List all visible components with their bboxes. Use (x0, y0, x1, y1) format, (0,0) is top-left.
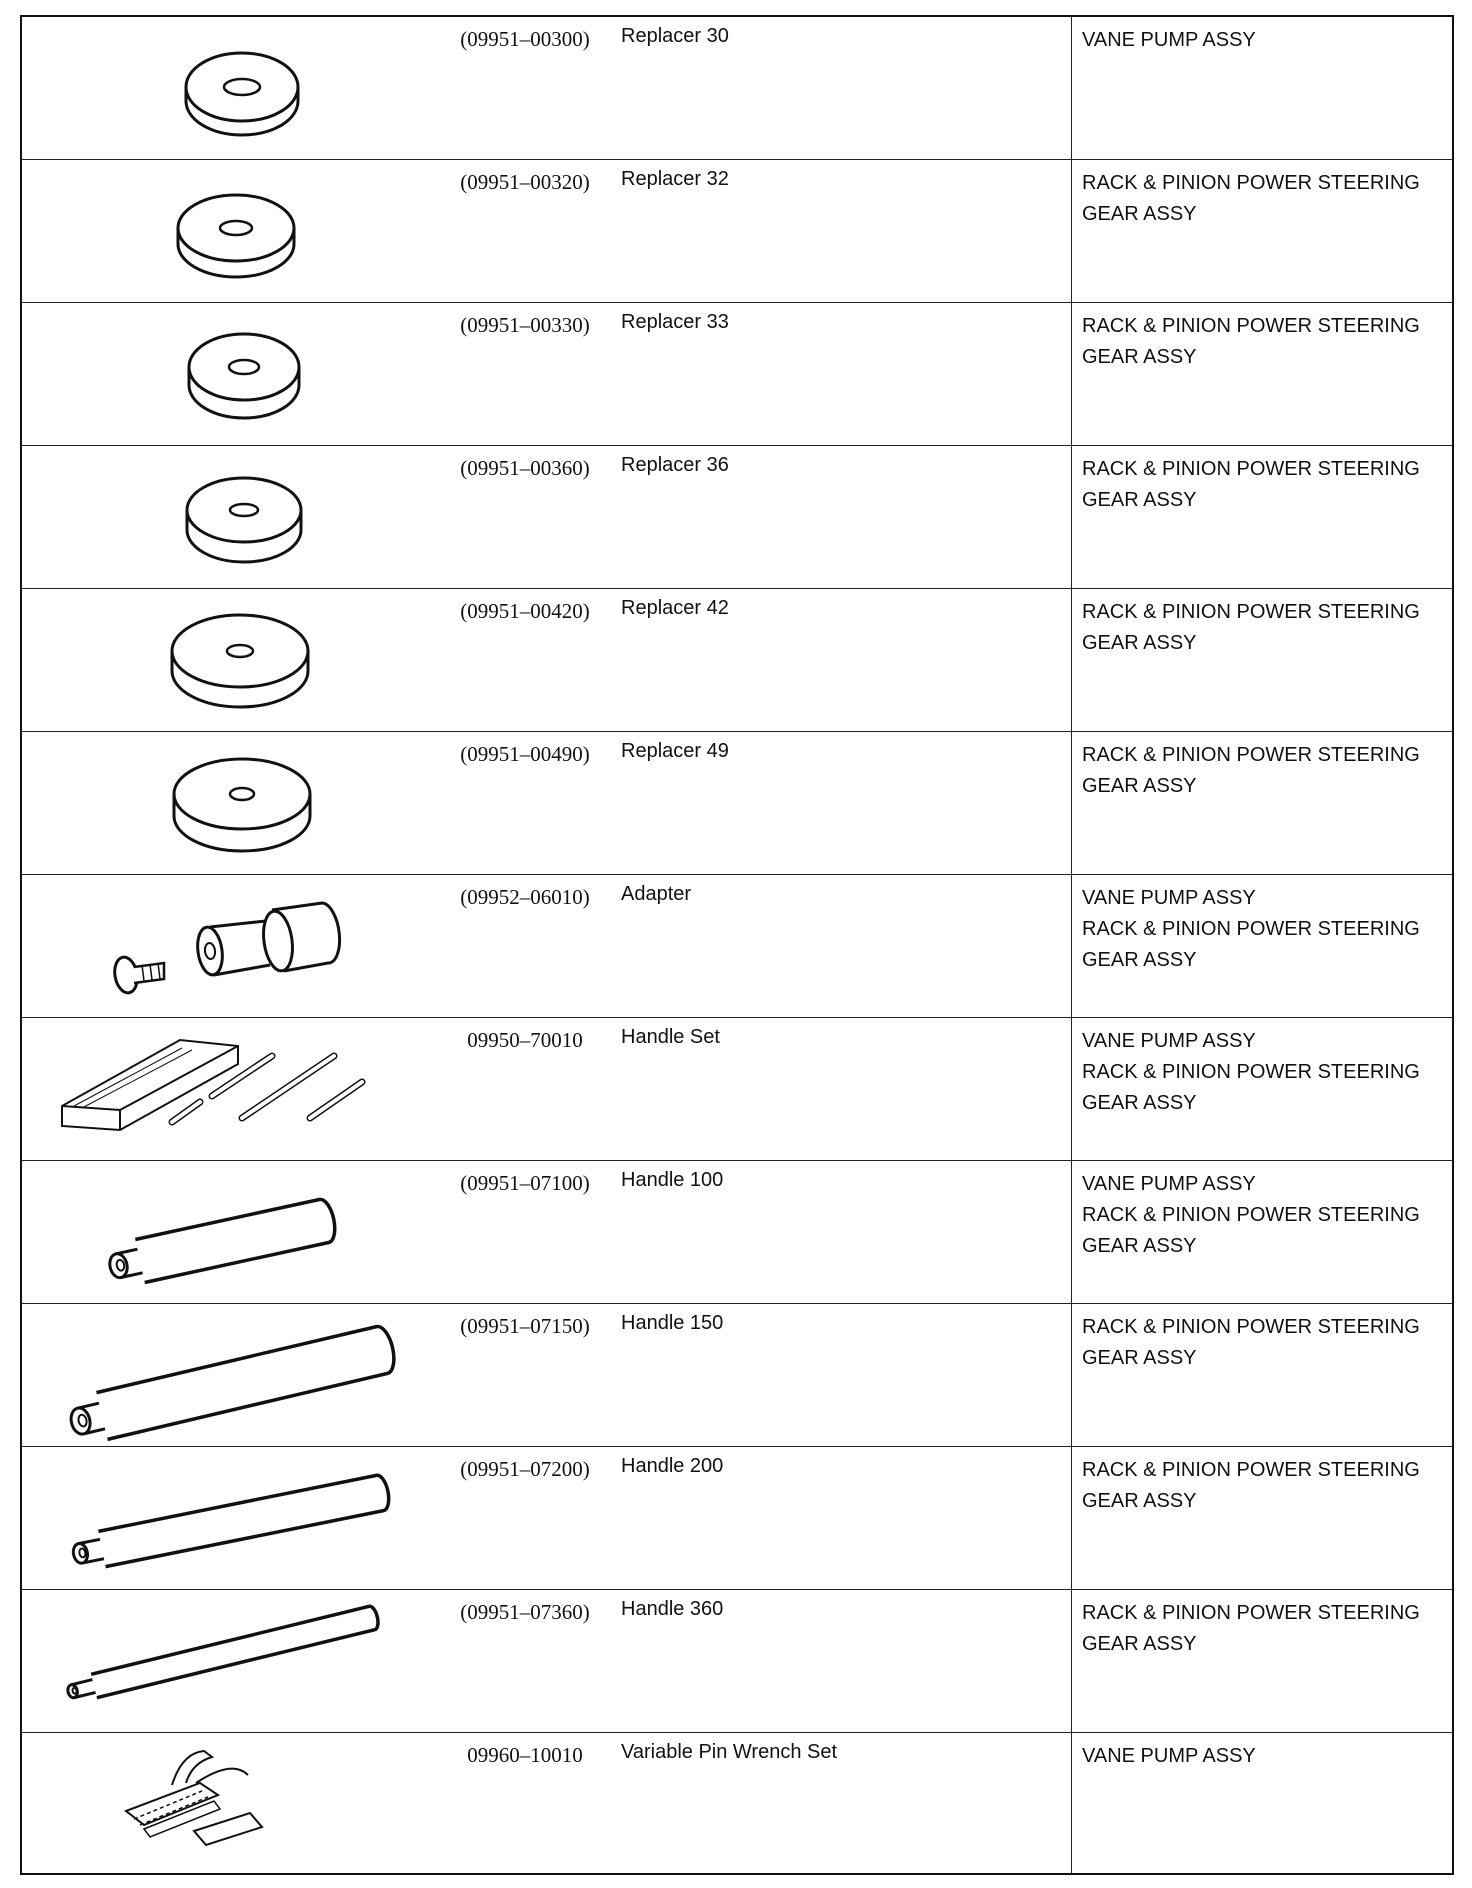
table-row (22, 1733, 1452, 1876)
tool-illustration (22, 17, 432, 159)
usage-list (1082, 311, 1452, 373)
handle-icon (22, 1304, 432, 1446)
tool-name: Replacer 49 (621, 740, 729, 762)
tool-name: Handle 360 (621, 1598, 724, 1620)
part-number: (09951–07200) (460, 1457, 590, 1481)
usage-line: VANE PUMP ASSY (1082, 1030, 1256, 1052)
usage-line: GEAR ASSY (1082, 203, 1197, 225)
part-number: 09960–10010 (467, 1743, 583, 1767)
tool-illustration (22, 1447, 432, 1589)
usage-line: GEAR ASSY (1082, 489, 1197, 511)
part-number: (09951–00300) (460, 27, 590, 51)
part-number: (09951–00360) (460, 456, 590, 480)
table-row (22, 17, 1452, 160)
usage-line: GEAR ASSY (1082, 632, 1197, 654)
usage-line: GEAR ASSY (1082, 346, 1197, 368)
tool-illustration (22, 303, 432, 445)
part-number: (09951–07360) (460, 1600, 590, 1624)
part-number: (09951–00320) (460, 170, 590, 194)
adapter-icon (22, 875, 432, 1017)
table-row (22, 1161, 1452, 1304)
part-number: (09951–07150) (460, 1314, 590, 1338)
tool-illustration (22, 875, 432, 1017)
usage-line: RACK & PINION POWER STEERING (1082, 1602, 1420, 1624)
handle-set-icon (22, 1018, 432, 1160)
usage-line: GEAR ASSY (1082, 775, 1197, 797)
part-number: (09952–06010) (460, 885, 590, 909)
table-row (22, 1447, 1452, 1590)
usage-line: RACK & PINION POWER STEERING (1082, 1204, 1420, 1226)
tool-name: Replacer 30 (621, 25, 729, 47)
table-row (22, 303, 1452, 446)
tool-illustration (22, 732, 432, 874)
usage-line: RACK & PINION POWER STEERING (1082, 315, 1420, 337)
usage-line: GEAR ASSY (1082, 949, 1197, 971)
washer-icon (22, 303, 432, 445)
tool-name: Handle 150 (621, 1312, 724, 1334)
usage-line: RACK & PINION POWER STEERING (1082, 1459, 1420, 1481)
table-row (22, 1018, 1452, 1161)
usage-list (1082, 454, 1452, 516)
tool-name: Handle Set (621, 1026, 720, 1048)
usage-line: GEAR ASSY (1082, 1347, 1197, 1369)
usage-line: VANE PUMP ASSY (1082, 1173, 1256, 1195)
usage-line: GEAR ASSY (1082, 1633, 1197, 1655)
part-number: (09951–00330) (460, 313, 590, 337)
washer-icon (22, 17, 432, 159)
handle-icon (22, 1590, 432, 1732)
usage-list (1082, 1598, 1452, 1660)
part-number: (09951–00420) (460, 599, 590, 623)
tool-name: Variable Pin Wrench Set (621, 1741, 838, 1763)
usage-line: GEAR ASSY (1082, 1490, 1197, 1512)
tool-name: Adapter (621, 883, 692, 905)
usage-list (1082, 597, 1452, 659)
washer-icon (22, 589, 432, 731)
tool-illustration (22, 446, 432, 588)
tool-illustration (22, 1018, 432, 1160)
usage-list (1082, 168, 1452, 230)
usage-list (1082, 1169, 1452, 1262)
usage-line: RACK & PINION POWER STEERING (1082, 458, 1420, 480)
table-row (22, 1590, 1452, 1733)
usage-line: RACK & PINION POWER STEERING (1082, 601, 1420, 623)
usage-list (1082, 883, 1452, 976)
tool-illustration (22, 1304, 432, 1446)
usage-list (1082, 740, 1452, 802)
washer-icon (22, 732, 432, 874)
usage-line: VANE PUMP ASSY (1082, 1745, 1256, 1767)
tool-name: Handle 200 (621, 1455, 724, 1477)
tool-illustration (22, 1733, 432, 1875)
table-row (22, 732, 1452, 875)
table-row (22, 446, 1452, 589)
table-row (22, 1304, 1452, 1447)
tool-illustration (22, 1161, 432, 1303)
usage-line: RACK & PINION POWER STEERING (1082, 918, 1420, 940)
usage-line: RACK & PINION POWER STEERING (1082, 172, 1420, 194)
tool-name: Replacer 36 (621, 454, 729, 476)
usage-list (1082, 1026, 1452, 1119)
part-number: 09950–70010 (467, 1028, 583, 1052)
handle-icon (22, 1161, 432, 1303)
washer-icon (22, 160, 432, 302)
tool-table (20, 15, 1454, 1875)
usage-list (1082, 1312, 1452, 1374)
tool-illustration (22, 160, 432, 302)
tool-illustration (22, 1590, 432, 1732)
usage-line: VANE PUMP ASSY (1082, 887, 1256, 909)
washer-icon (22, 446, 432, 588)
usage-line: VANE PUMP ASSY (1082, 29, 1256, 51)
usage-list (1082, 1455, 1452, 1517)
usage-line: RACK & PINION POWER STEERING (1082, 744, 1420, 766)
part-number: (09951–00490) (460, 742, 590, 766)
usage-list (1082, 25, 1452, 56)
part-number: (09951–07100) (460, 1171, 590, 1195)
table-row (22, 160, 1452, 303)
handle-icon (22, 1447, 432, 1589)
table-row (22, 875, 1452, 1018)
usage-line: GEAR ASSY (1082, 1235, 1197, 1257)
usage-list (1082, 1741, 1452, 1772)
tool-illustration (22, 589, 432, 731)
tool-name: Replacer 33 (621, 311, 729, 333)
tool-name: Replacer 42 (621, 597, 729, 619)
usage-line: GEAR ASSY (1082, 1092, 1197, 1114)
tool-name: Replacer 32 (621, 168, 729, 190)
table-row (22, 589, 1452, 732)
usage-line: RACK & PINION POWER STEERING (1082, 1316, 1420, 1338)
tool-name: Handle 100 (621, 1169, 724, 1191)
pin-wrench-icon (22, 1733, 432, 1875)
usage-line: RACK & PINION POWER STEERING (1082, 1061, 1420, 1083)
